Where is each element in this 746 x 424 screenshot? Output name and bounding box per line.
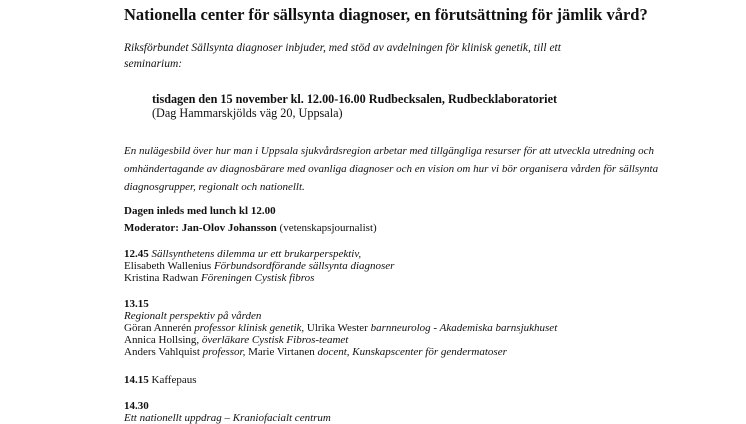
description-line: omhändertagande av diagnosbärare med ovanliga diagnoser och en vision om hur vi bör organisera vården för sällsynta: [124, 163, 659, 175]
event-date-place: tisdagen den 15 november kl. 12.00-16.00 Rudbecksalen, Rudbecklaboratoriet: [152, 92, 558, 106]
speaker-name: Marie Virtanen: [245, 346, 318, 358]
program-time: 13.15: [124, 298, 149, 310]
program-time: 14.15: [124, 374, 149, 386]
moderator-label: Moderator: Jan-Olov Johansson: [124, 222, 277, 234]
program-label: Kaffepaus: [148, 374, 197, 386]
speaker-role: professor klinisk genetik,: [194, 322, 305, 334]
description-line: En nulägesbild över hur man i Uppsala sjukvårdsregion arbetar med tillgängliga resurser för att utveckla utredning och: [124, 145, 654, 157]
program-time: 12.45: [124, 248, 149, 260]
speaker-role: överläkare Cystisk Fibros-teamet: [201, 334, 349, 346]
program-time: 14.30: [124, 400, 149, 412]
intro-line: Riksförbundet Sällsynta diagnoser inbjuder, med stöd av avdelningen för klinisk genetik, till ett: [124, 42, 561, 54]
speaker-role: Föreningen Cystisk fibros: [200, 272, 315, 284]
speaker-line: [124, 346, 557, 358]
moderator-line: [124, 222, 377, 235]
description-paragraph: [124, 142, 658, 196]
speaker-name: Ulrika Wester: [304, 322, 371, 334]
speaker-role: docent, Kunskapscenter för gendermatoser: [317, 346, 507, 358]
event-info: [152, 92, 557, 120]
moderator-role: (vetenskapsjournalist): [276, 222, 377, 234]
program-topic: Sällsynthetens dilemma ur ett brukarperspektiv,: [151, 248, 362, 260]
speaker-line: [124, 272, 394, 284]
program-item: [124, 248, 394, 284]
opening-note: Dagen inleds med lunch kl 12.00: [124, 205, 276, 217]
program-item: [124, 298, 557, 358]
speaker-name: Göran Annerén: [124, 322, 195, 334]
speaker-role: barnneurolog - Akademiska barnsjukhuset: [370, 322, 558, 334]
program-item: [124, 374, 197, 386]
intro-line: seminarium:: [124, 58, 183, 70]
speaker-line: [124, 334, 557, 346]
speaker-name: Elisabeth Wallenius: [124, 260, 214, 272]
event-address: (Dag Hammarskjölds väg 20, Uppsala): [152, 106, 343, 120]
program-item: [124, 400, 331, 424]
speaker-name: Kristina Radwan: [124, 272, 201, 284]
speaker-role: professor,: [202, 346, 246, 358]
speaker-role: Förbundsordförande sällsynta diagnoser: [213, 260, 395, 272]
intro-paragraph: [124, 40, 561, 72]
speaker-line: [124, 260, 394, 272]
speaker-name: Anders Vahlquist: [124, 346, 203, 358]
description-line: diagnosgrupper, regionalt och nationellt.: [124, 181, 305, 193]
program-topic: Ett nationellt uppdrag – Kraniofacialt centrum: [124, 412, 331, 424]
speaker-name: Annica Hollsing,: [124, 334, 202, 346]
page-title: Nationella center för sällsynta diagnoser, en förutsättning för jämlik vård?: [124, 5, 648, 24]
speaker-line: [124, 322, 557, 334]
program-topic: Regionalt perspektiv på vården: [124, 310, 262, 322]
